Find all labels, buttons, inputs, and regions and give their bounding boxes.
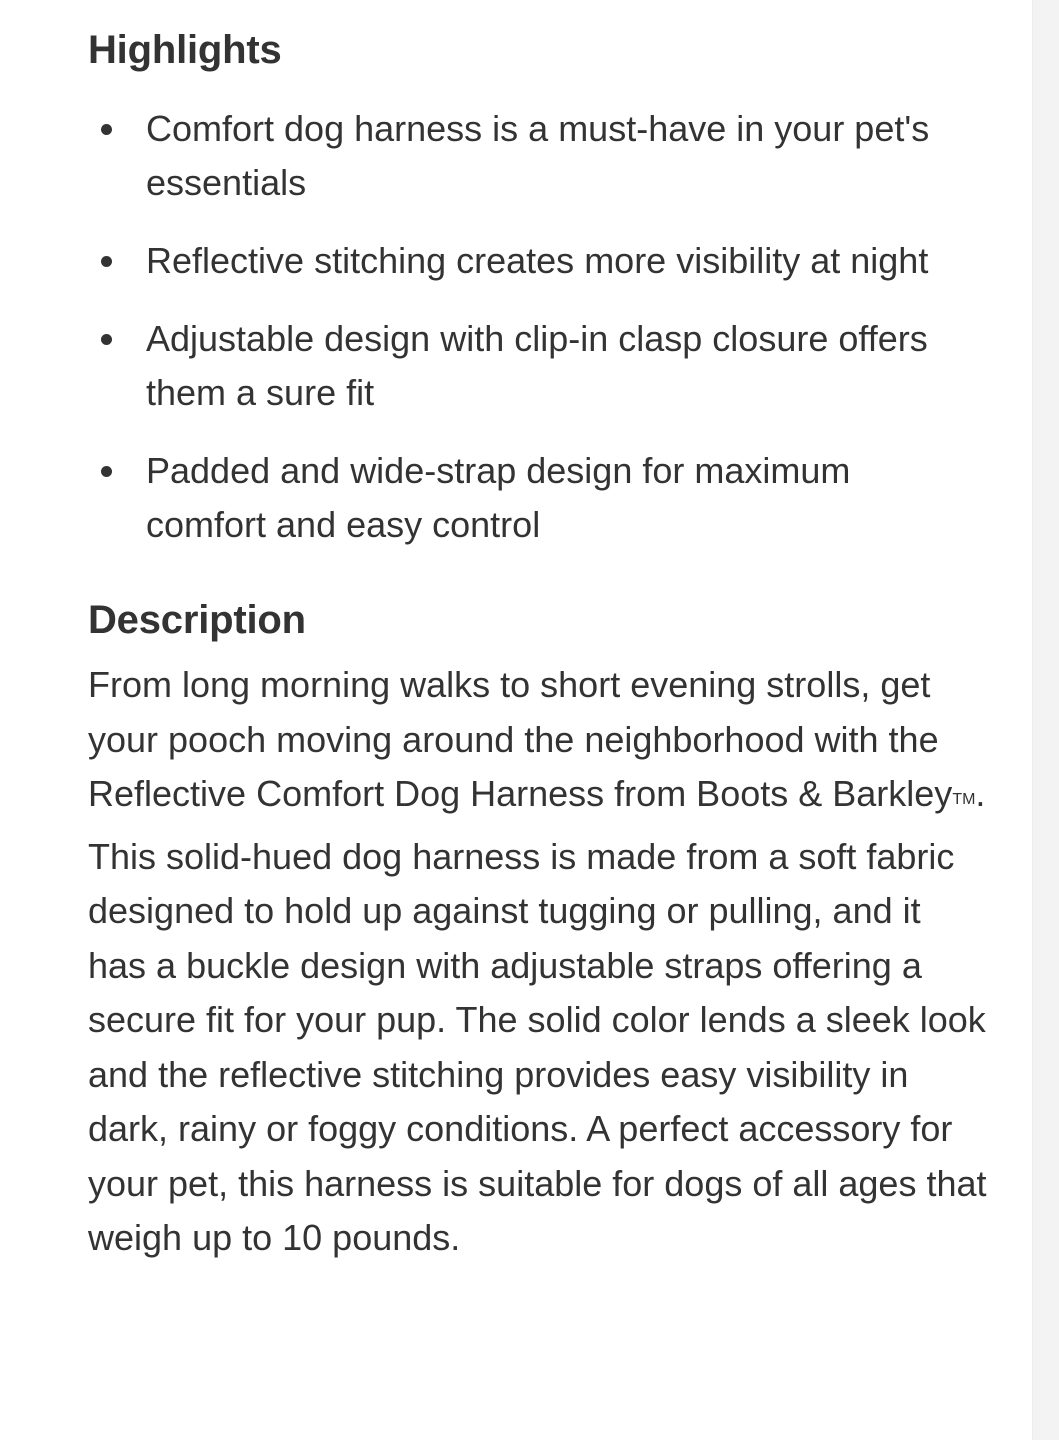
- description-heading: Description: [88, 598, 306, 642]
- highlights-list: [88, 102, 998, 552]
- list-item: [88, 102, 966, 210]
- bullet-icon: [101, 334, 112, 345]
- description-text-part-1: From long morning walks to short evening strolls, get your pooch moving around the neighborhood with the Reflective Comfort Dog Harness from Boots & Barkley: [88, 664, 953, 814]
- list-item: [88, 444, 966, 552]
- description-body: [88, 658, 988, 1266]
- scrollbar-gutter: [1032, 0, 1059, 1440]
- description-text-part-2: . This solid-hued dog harness is made from a soft fabric designed to hold up against tugging or pulling, and it has a buckle design with adjustable straps offering a secure fit for your pup. The solid color lends a sleek look and the reflective stitching provides easy visibility in dark, rainy or foggy conditions. A perfect accessory for your pet, this harness is suitable for dogs of all ages that weigh up to 10 pounds.: [88, 773, 987, 1258]
- product-details-content: [88, 22, 998, 1266]
- trademark-symbol: TM: [952, 791, 976, 808]
- bullet-icon: [101, 466, 112, 477]
- highlight-text: Reflective stitching creates more visibility at night: [146, 240, 929, 281]
- highlight-text: Padded and wide-strap design for maximum comfort and easy control: [146, 450, 851, 545]
- highlight-text: Adjustable design with clip-in clasp closure offers them a sure fit: [146, 318, 928, 413]
- bullet-icon: [101, 256, 112, 267]
- highlight-text: Comfort dog harness is a must-have in your pet's essentials: [146, 108, 930, 203]
- list-item: [88, 234, 966, 288]
- bullet-icon: [101, 124, 112, 135]
- highlights-heading: Highlights: [88, 28, 282, 72]
- list-item: [88, 312, 966, 420]
